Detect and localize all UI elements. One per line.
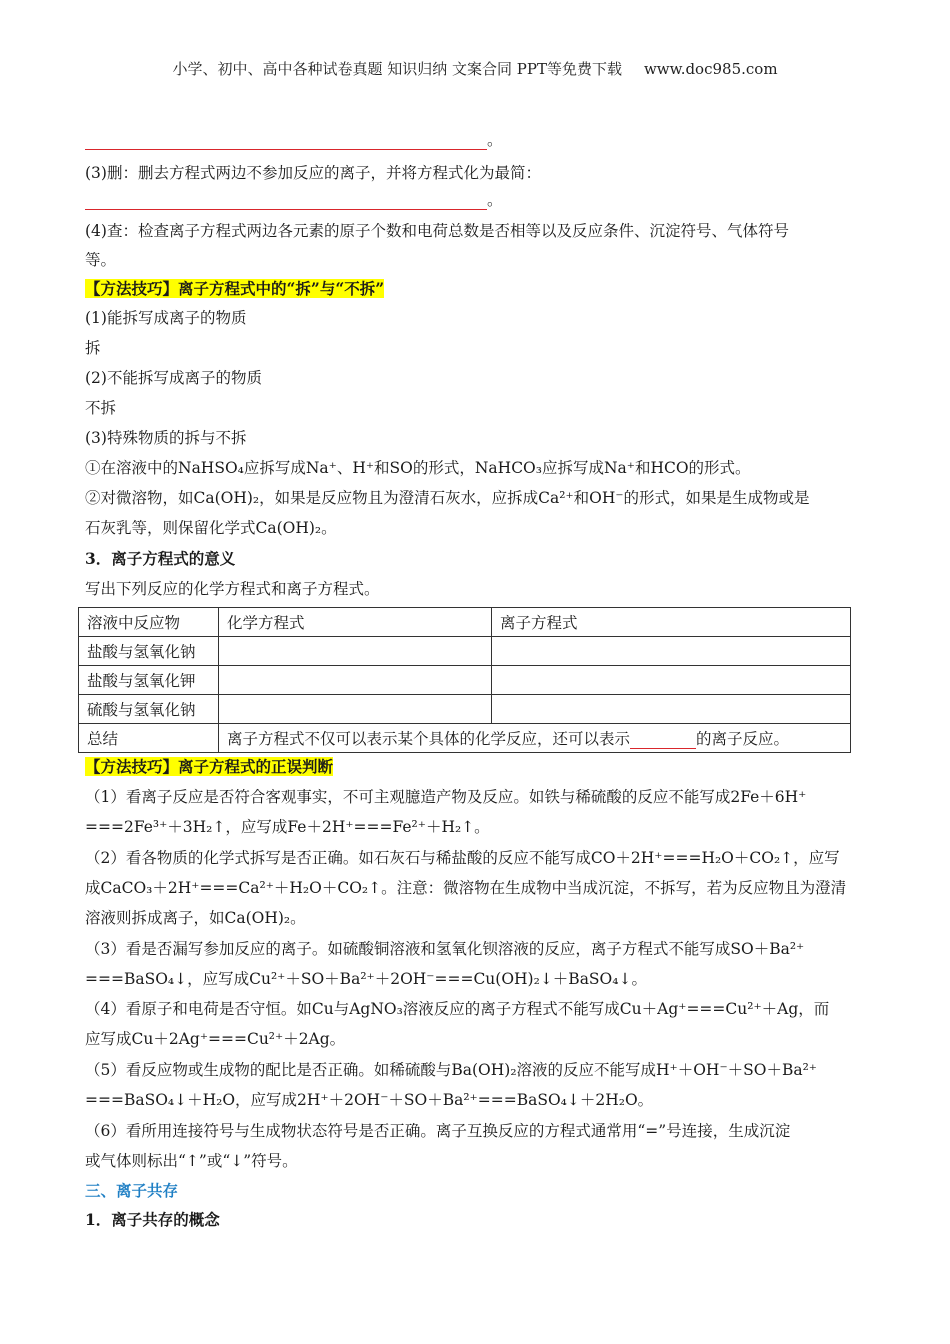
section-heading-3: 3．离子方程式的意义 [85,549,236,568]
item-3-b: ②对微溶物，如Ca(OH)₂，如果是反应物且为澄清石灰水，应拆成Ca²⁺和OH⁻的形式，如果是生成物或是 [85,489,810,507]
judge-3a: （3）看是否漏写参加反应的离子。如硫酸铜溶液和氢氧化钡溶液的反应，离子方程式不能写成SO＋Ba²⁺ [85,940,805,958]
header-left: 小学、初中、高中各种试卷真题 知识归纳 文案合同 PPT等免费下载 [172,60,622,78]
step-4-cont: 等。 [85,251,117,269]
fill-line-1: 。 [85,130,503,150]
equation-table [78,607,851,753]
item-3-a: ①在溶液中的NaHSO₄应拆写成Na⁺、H⁺和SO的形式，NaHCO₃应拆写成Na⁺和HCO的形式。 [85,459,751,477]
judge-5a: （5）看反应物或生成物的配比是否正确。如稀硫酸与Ba(OH)₂溶液的反应不能写成H⁺＋OH⁻＋SO＋Ba²⁺ [85,1061,817,1079]
step-4-text: (4)查：检查离子方程式两边各元素的原子个数和电荷总数是否相等以及反应条件、沉淀符号、气体符号 [85,222,789,240]
judge-2c: 溶液则拆成离子，如Ca(OH)₂。 [85,909,306,927]
table-row: 盐酸与氢氧化钠 [79,637,851,666]
judge-2a: （2）看各物质的化学式拆写是否正确。如石灰石与稀盐酸的反应不能写成CO＋2H⁺===H₂O＋CO₂↑，应写 [85,849,840,867]
summary-blank [630,732,696,749]
judge-6a: （6）看所用连接符号与生成物状态符号是否正确。离子互换反应的方程式通常用“=”号连接，生成沉淀 [85,1122,791,1140]
table-row: 硫酸与氢氧化钠 [79,695,851,724]
judge-5b: ===BaSO₄↓＋H₂O，应写成2H⁺＋2OH⁻＋SO＋Ba²⁺===BaSO₄↓＋2H₂O。 [85,1091,654,1109]
section-heading-ion-coexistence: 三、离子共存 [85,1181,179,1200]
answer-blank [85,191,487,210]
answer-blank [85,131,487,150]
judge-6b: 或气体则标出“↑”或“↓”符号。 [85,1152,298,1170]
item-3-b-cont: 石灰乳等，则保留化学式Ca(OH)₂。 [85,519,337,537]
judge-3b: ===BaSO₄↓，应写成Cu²⁺＋SO＋Ba²⁺＋2OH⁻===Cu(OH)₂↓＋BaSO₄↓。 [85,970,647,988]
judge-1b: ===2Fe³⁺＋3H₂↑，应写成Fe＋2H⁺===Fe²⁺＋H₂↑。 [85,818,490,836]
judge-4a: （4）看原子和电荷是否守恒。如Cu与AgNO₃溶液反应的离子方程式不能写成Cu＋Ag⁺===Cu²⁺＋Ag，而 [85,1000,830,1018]
page-header [0,58,950,79]
summary-cell: 离子方程式不仅可以表示某个具体的化学反应，还可以表示 的离子反应。 [219,724,851,753]
table-summary-row: 总结 离子方程式不仅可以表示某个具体的化学反应，还可以表示 的离子反应。 [79,724,851,753]
item-1: (1)能拆写成离子的物质 [85,309,247,327]
header-url: www.doc985.com [643,60,778,78]
subheading-concept: 1．离子共存的概念 [85,1210,220,1229]
table-row: 盐酸与氢氧化钾 [79,666,851,695]
tip-heading-2: 【方法技巧】离子方程式的正误判断 [85,757,334,776]
item-2-value: 不拆 [85,399,117,417]
item-1-value: 拆 [85,339,101,357]
judge-1a: （1）看离子反应是否符合客观事实，不可主观臆造产物及反应。如铁与稀硫酸的反应不能写成2Fe＋6H⁺ [85,788,807,806]
judge-4b: 应写成Cu＋2Ag⁺===Cu²⁺＋2Ag。 [85,1030,346,1048]
item-3: (3)特殊物质的拆与不拆 [85,429,247,447]
judge-2b: 成CaCO₃＋2H⁺===Ca²⁺＋H₂O＋CO₂↑。注意：微溶物在生成物中当成沉淀，不拆写，若为反应物且为澄清 [85,879,847,897]
table-header-row: 溶液中反应物 化学方程式 离子方程式 [79,608,851,637]
instruction: 写出下列反应的化学方程式和离子方程式。 [85,580,380,598]
item-2: (2)不能拆写成离子的物质 [85,369,262,387]
tip-heading-1: 【方法技巧】离子方程式中的“拆”与“不拆” [85,279,385,298]
step-3-text: (3)删：删去方程式两边不参加反应的离子，并将方程式化为最简： [85,164,541,182]
fill-line-2: 。 [85,190,503,210]
